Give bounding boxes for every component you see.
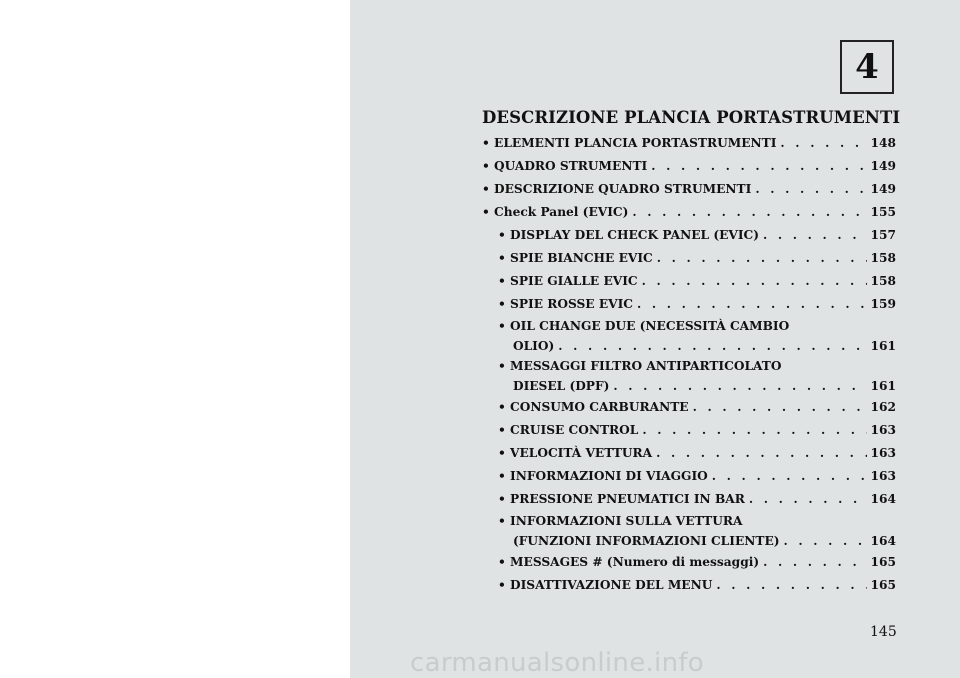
toc-subentry[interactable] <box>482 224 896 247</box>
toc-subentry[interactable] <box>482 465 896 488</box>
toc-entry-page: 162 <box>870 400 896 414</box>
dot-leader <box>632 201 866 224</box>
toc-entry-label: • INFORMAZIONI DI VIAGGIO <box>498 469 708 483</box>
toc-entry-page: 149 <box>870 182 896 196</box>
dot-leader <box>642 419 866 442</box>
toc-entry-page: 158 <box>870 274 896 288</box>
toc-entry-page: 164 <box>870 534 896 548</box>
toc-subentry[interactable] <box>482 442 896 465</box>
dot-leader <box>749 488 867 511</box>
toc-entry-label: • PRESSIONE PNEUMATICI IN BAR <box>498 492 745 506</box>
watermark: carmanualsonline.info <box>410 648 705 678</box>
page-number: 145 <box>870 624 897 640</box>
toc-entry[interactable] <box>482 132 896 155</box>
toc-subentry[interactable] <box>482 488 896 511</box>
toc-entry[interactable] <box>482 201 896 224</box>
toc-entry-label: • INFORMAZIONI SULLA VETTURA <box>498 514 743 528</box>
toc-entry-label-cont: OLIO) <box>513 339 555 353</box>
dot-leader <box>716 574 866 597</box>
dot-leader <box>651 155 866 178</box>
toc-entry-label: • QUADRO STRUMENTI <box>482 159 648 173</box>
toc-entry-page: 149 <box>870 159 896 173</box>
toc-entry-label: • DISATTIVAZIONE DEL MENU <box>498 578 713 592</box>
toc-subentry[interactable] <box>482 316 896 356</box>
blank-margin <box>0 0 350 678</box>
dot-leader <box>763 224 867 247</box>
section-title: DESCRIZIONE PLANCIA PORTASTRUMENTI <box>482 108 901 127</box>
toc-entry-page: 163 <box>870 446 896 460</box>
manual-page <box>350 0 960 678</box>
toc-entry-label: • CRUISE CONTROL <box>498 423 639 437</box>
toc-entry-label: • DESCRIZIONE QUADRO STRUMENTI <box>482 182 752 196</box>
dot-leader <box>763 551 866 574</box>
toc-entry-page: 158 <box>870 251 896 265</box>
toc-entry-label: • SPIE GIALLE EVIC <box>498 274 638 288</box>
toc-subentry[interactable] <box>482 574 896 597</box>
toc-entry-label: • SPIE ROSSE EVIC <box>498 297 633 311</box>
dot-leader <box>712 465 867 488</box>
table-of-contents <box>482 132 896 597</box>
toc-entry-page: 161 <box>870 379 896 393</box>
toc-entry-page: 165 <box>870 578 896 592</box>
toc-entry-page: 164 <box>870 492 896 506</box>
toc-entry[interactable] <box>482 155 896 178</box>
toc-subentry[interactable] <box>482 270 896 293</box>
dot-leader <box>780 132 866 155</box>
toc-entry-label: • DISPLAY DEL CHECK PANEL (EVIC) <box>498 228 759 242</box>
toc-entry-label: • OIL CHANGE DUE (NECESSITÀ CAMBIO <box>498 319 790 333</box>
dot-leader <box>558 336 866 356</box>
dot-leader <box>613 376 866 396</box>
toc-subentry[interactable] <box>482 551 896 574</box>
toc-entry-label: • MESSAGGI FILTRO ANTIPARTICOLATO <box>498 359 782 373</box>
toc-entry-label-cont: DIESEL (DPF) <box>513 379 610 393</box>
toc-subentry[interactable] <box>482 419 896 442</box>
chapter-number-box: 4 <box>840 40 894 94</box>
dot-leader <box>755 178 866 201</box>
dot-leader <box>657 247 867 270</box>
toc-subentry[interactable] <box>482 356 896 396</box>
toc-entry-label-cont: (FUNZIONI INFORMAZIONI CLIENTE) <box>513 534 780 548</box>
dot-leader <box>693 396 867 419</box>
toc-entry-label: • MESSAGES # (Numero di messaggi) <box>498 555 760 569</box>
toc-entry-label: • CONSUMO CARBURANTE <box>498 400 689 414</box>
toc-entry-page: 159 <box>870 297 896 311</box>
toc-subentry[interactable] <box>482 293 896 316</box>
toc-entry-page: 155 <box>870 205 896 219</box>
toc-entry-page: 148 <box>870 136 896 150</box>
toc-subentry[interactable] <box>482 396 896 419</box>
toc-entry-page: 161 <box>870 339 896 353</box>
toc-entry-label: • SPIE BIANCHE EVIC <box>498 251 653 265</box>
toc-entry-label: • ELEMENTI PLANCIA PORTASTRUMENTI <box>482 136 777 150</box>
toc-entry-page: 163 <box>870 469 896 483</box>
toc-entry-page: 157 <box>870 228 896 242</box>
dot-leader <box>642 270 867 293</box>
toc-entry-label: • Check Panel (EVIC) <box>482 205 629 219</box>
dot-leader <box>784 531 867 551</box>
toc-entry-page: 163 <box>870 423 896 437</box>
toc-subentry[interactable] <box>482 511 896 551</box>
toc-entry[interactable] <box>482 178 896 201</box>
dot-leader <box>656 442 866 465</box>
dot-leader <box>637 293 867 316</box>
toc-entry-label: • VELOCITÀ VETTURA <box>498 446 653 460</box>
toc-subentry[interactable] <box>482 247 896 270</box>
toc-entry-page: 165 <box>870 555 896 569</box>
